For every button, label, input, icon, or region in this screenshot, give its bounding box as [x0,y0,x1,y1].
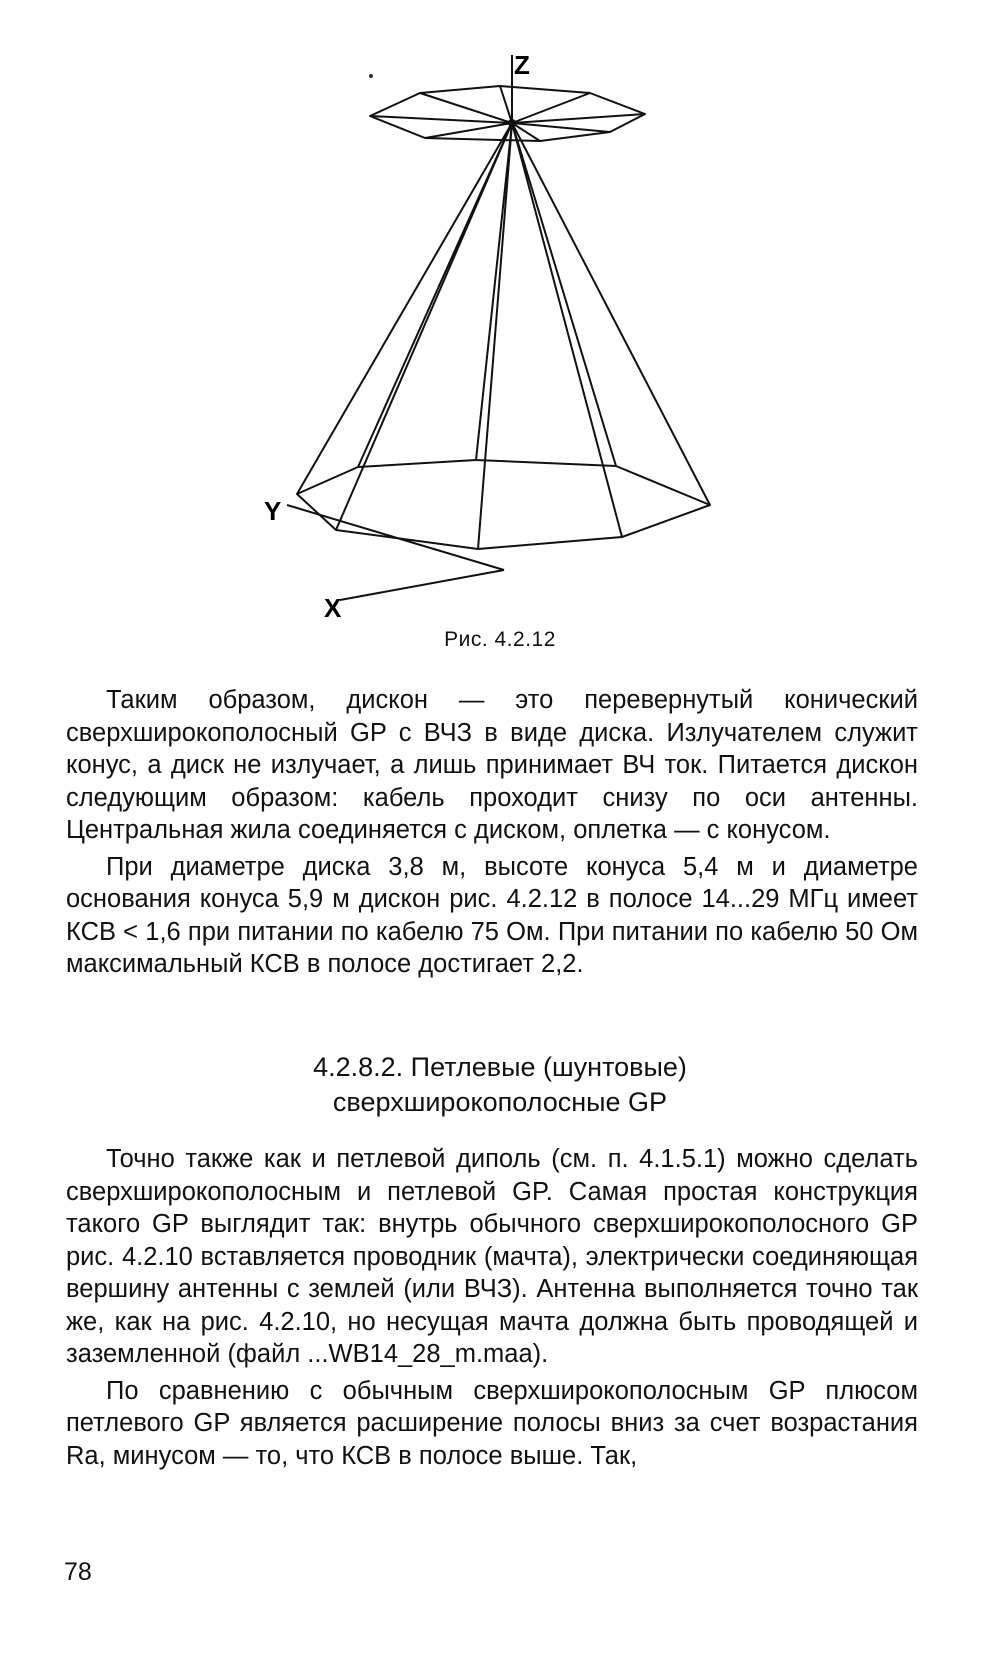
cone-base-outline [297,460,710,549]
paragraph: По сравнению с обычным сверхширокополосным GP плюсом петлевого GP является расширение полосы вниз за счет возрастания Ra, минусом — то, что КСВ в полосе выше. Так, [66,1376,918,1470]
section-heading-line-1: 4.2.8.2. Петлевые (шунтовые) [313,1052,687,1082]
stray-dot [369,74,373,78]
discone-figure [0,0,1000,680]
x-axis-label: X [324,593,342,623]
x-axis-line [340,570,504,600]
y-axis-line [287,505,504,570]
text-block-top [66,684,918,981]
z-axis-label: Z [514,50,530,80]
section-heading [0,1050,1000,1120]
page-number: 78 [64,1558,92,1586]
disk-center-point [508,119,516,127]
cone-generators [297,123,710,549]
discone-wireframe-diagram [0,0,1000,680]
paragraph: Таким образом, дискон — это перевернутый конический сверхширокополосный GP с ВЧЗ в виде диска. Излучателем служит конус, а диск не излучает, а лишь принимает ВЧ ток. Питается дискон следующим образом: кабель проходит снизу по оси антенны. Центральная жила соединяется с диском, оплетка — с конусом. [66,686,918,844]
y-axis-label: Y [264,496,282,526]
paragraph: При диаметре диска 3,8 м, высоте конуса 5,4 м и диаметре основания конуса 5,9 м дискон рис. 4.2.12 в полосе 14...29 МГц имеет КСВ < 1,6 при питании по кабелю 75 Ом. При питании по кабелю 50 Ом максимальный КСВ в полосе достигает 2,2. [66,852,918,978]
section-heading-line-2: сверхширокополосные GP [332,1087,668,1117]
paragraph: Точно также как и петлевой диполь (см. п. 4.1.5.1) можно сделать сверхширокополосным и петлевой GP. Самая простая конструкция такого GP выглядит так: внутрь обычного сверхширокополосного GP рис. 4.2.10 вставляется проводник (мачта), электрически соединяющая вершину антенны с землей (или ВЧЗ). Антенна выполняется точно так же, как на рис. 4.2.10, но несущая мачта должна быть проводящей и заземленной (файл ...WB14_28_m.maa). [66,1145,918,1368]
figure-caption: Рис. 4.2.12 [444,628,556,651]
text-block-bottom [66,1143,918,1472]
